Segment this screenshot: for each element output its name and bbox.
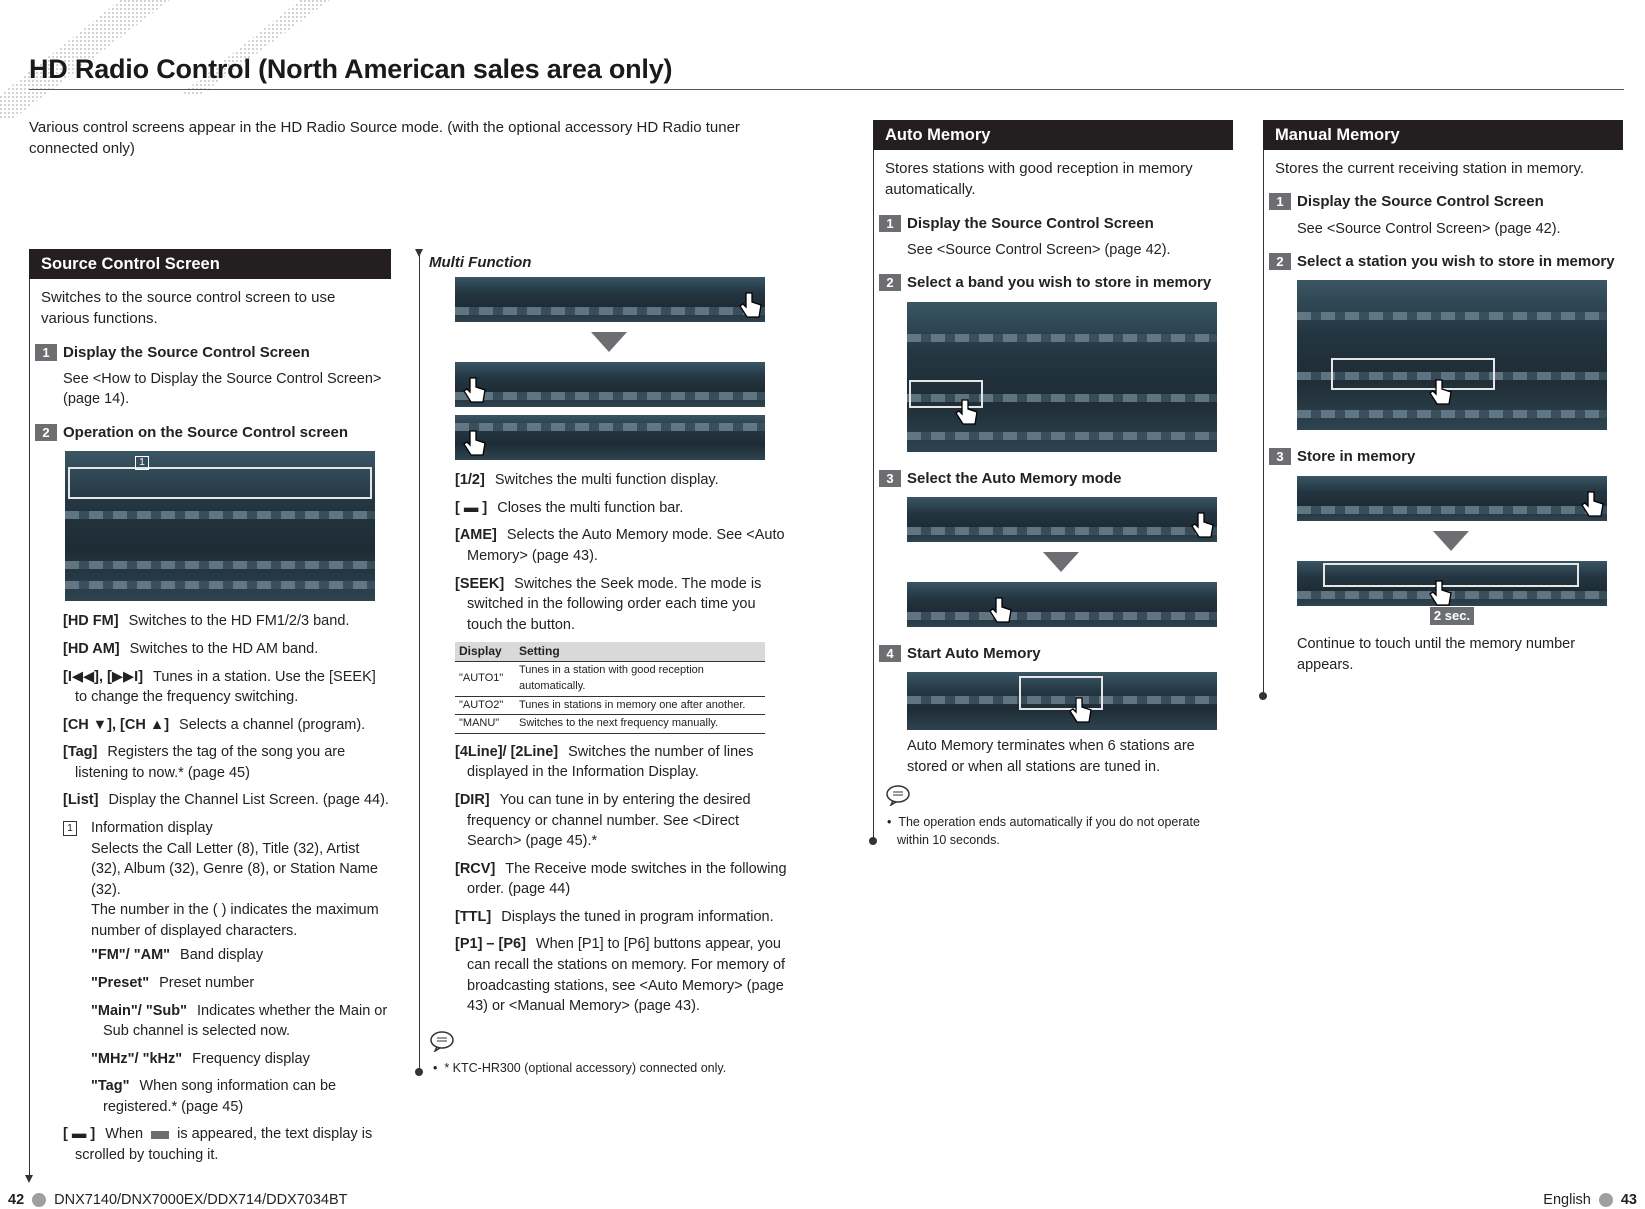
manual-memory-screenshot-store-1 xyxy=(1297,476,1607,521)
step-body: See <Source Control Screen> (page 42). xyxy=(907,241,1171,258)
footer-left xyxy=(8,1190,348,1209)
scroll-bar-icon xyxy=(151,1131,169,1139)
step-4 xyxy=(873,643,1233,664)
station-highlight xyxy=(1331,358,1495,390)
page-number-right: 43 xyxy=(1620,1192,1637,1208)
source-control-description: Switches to the source control screen to use various functions. xyxy=(41,289,336,328)
table-row: "MANU" Switches to the next frequency manually. xyxy=(455,715,765,734)
note-icon xyxy=(885,784,911,806)
def-preset: "Preset" Preset number xyxy=(91,975,255,992)
def-ttl: [TTL] Displays the tuned in program information. xyxy=(455,908,774,925)
auto-memory-section xyxy=(873,120,1233,850)
step-number: 1 xyxy=(1269,193,1291,210)
table-header: Display xyxy=(455,642,515,662)
column-guide-arrow xyxy=(25,1175,33,1183)
step-number: 2 xyxy=(1269,253,1291,270)
table-header: Setting xyxy=(515,642,765,662)
footer-dot-icon xyxy=(1599,1193,1613,1207)
flow-arrow-icon xyxy=(1043,552,1079,572)
step-title: Start Auto Memory xyxy=(907,645,1041,663)
manual-memory-description: Stores the current receiving station in memory. xyxy=(1275,160,1585,177)
step-3 xyxy=(1263,446,1623,467)
multi-function-screenshot-3 xyxy=(455,415,765,460)
source-control-screenshot xyxy=(65,451,375,601)
step-number: 3 xyxy=(1269,448,1291,465)
step-number: 4 xyxy=(879,645,901,662)
def-page-switch: [1/2] Switches the multi function display. xyxy=(455,472,719,489)
page-title: HD Radio Control (North American sales area only) xyxy=(29,54,673,84)
def-rcv: [RCV] The Receive mode switches in the following order. (page 44) xyxy=(455,860,787,898)
step-number: 2 xyxy=(35,424,57,441)
step-number: 3 xyxy=(879,470,901,487)
footer-dot-icon xyxy=(32,1193,46,1207)
step-title: Operation on the Source Control screen xyxy=(63,424,349,442)
def-dir: [DIR] You can tune in by entering the desired frequency or channel number. See <Direct Search> (page 45).* xyxy=(455,791,751,850)
step-title: Select a band you wish to store in memory xyxy=(907,274,1212,292)
auto-memory-screenshot-mode-1 xyxy=(907,497,1217,542)
info-display-text2: The number in the ( ) indicates the maximum number of displayed characters. xyxy=(91,902,379,939)
auto-memory-header: Auto Memory xyxy=(873,120,1233,150)
footer-language: English xyxy=(1543,1192,1591,1208)
source-control-section xyxy=(29,249,391,1173)
manual-memory-header: Manual Memory xyxy=(1263,120,1623,150)
step-title: Select a station you wish to store in memory xyxy=(1297,253,1615,271)
multi-function-screenshot-2 xyxy=(455,362,765,407)
multi-function-note: • * KTC-HR300 (optional accessory) connected only. xyxy=(433,1061,727,1076)
step-body: See <Source Control Screen> (page 42). xyxy=(1297,220,1561,237)
intro-text: Various control screens appear in the HD Radio Source mode. (with the optional accessory HD Radio tuner connected only) xyxy=(29,119,740,158)
step-2 xyxy=(29,422,391,443)
column-guide-end xyxy=(1259,692,1267,700)
auto-memory-screenshot-start xyxy=(907,672,1217,730)
step-body: Auto Memory terminates when 6 stations are stored or when all stations are tuned in. xyxy=(907,738,1195,775)
def-close-bar: [ ▬ ] Closes the multi function bar. xyxy=(455,499,684,516)
step-2 xyxy=(1263,251,1623,272)
touch-hand-icon xyxy=(1189,511,1215,541)
note-icon xyxy=(429,1030,455,1052)
title-rule xyxy=(29,89,1624,90)
step-1 xyxy=(29,342,391,363)
def-tag-indicator: "Tag" When song information can be registered.* (page 45) xyxy=(91,1078,337,1115)
def-presets: [P1] – [P6] When [P1] to [P6] buttons appear, you can recall the stations on memory. For memory of broadcasting stations, see <Auto Memory> (page 43) or <Manual Memory> (page 43). xyxy=(455,936,786,1015)
column-guide-end xyxy=(415,1068,423,1076)
def-fm-am: "FM"/ "AM" Band display xyxy=(91,947,264,964)
def-seek: [SEEK] Switches the Seek mode. The mode is switched in the following order each time you touch the button. xyxy=(455,575,762,633)
info-display-number: 1 xyxy=(63,821,77,836)
seek-mode-table xyxy=(455,642,765,733)
table-row: "AUTO1" Tunes in a station with good reception automatically. xyxy=(455,662,765,696)
touch-hand-icon xyxy=(461,376,487,406)
step-number: 1 xyxy=(35,344,57,361)
step-body: Continue to touch until the memory number appears. xyxy=(1297,636,1576,673)
def-line-count: [4Line]/ [2Line] Switches the number of lines displayed in the Information Display. xyxy=(455,743,754,781)
manual-memory-section xyxy=(1263,120,1623,676)
step-3 xyxy=(873,468,1233,489)
multi-function-screenshot-1 xyxy=(455,277,765,322)
touch-hand-icon xyxy=(1427,579,1453,606)
hold-duration-badge: 2 sec. xyxy=(1430,607,1474,625)
source-control-header: Source Control Screen xyxy=(29,249,391,279)
step-title: Store in memory xyxy=(1297,448,1416,466)
step-title: Display the Source Control Screen xyxy=(907,214,1154,232)
def-main-sub: "Main"/ "Sub" Indicates whether the Main or Sub channel is selected now. xyxy=(91,1002,388,1040)
page-number-left: 42 xyxy=(8,1192,25,1208)
callout-marker: 1 xyxy=(135,456,149,470)
info-display-block xyxy=(63,818,391,1125)
info-display-highlight xyxy=(68,467,372,499)
source-control-defs xyxy=(29,611,391,1165)
step-number: 1 xyxy=(879,215,901,232)
def-list: [List] Display the Channel List Screen. (page 44). xyxy=(63,792,389,809)
def-scroll: [ ▬ ] When is appeared, the text display is scrolled by touching it. xyxy=(63,1126,373,1164)
column-guide-line xyxy=(419,252,420,1072)
table-row: "AUTO2" Tunes in stations in memory one after another. xyxy=(455,696,765,715)
auto-memory-note: • The operation ends automatically if you do not operate within 10 seconds. xyxy=(887,815,1200,847)
touch-hand-icon xyxy=(1427,378,1453,408)
flow-arrow-icon xyxy=(1433,531,1469,551)
step-title: Select the Auto Memory mode xyxy=(907,469,1122,487)
auto-memory-screenshot-band xyxy=(907,302,1217,452)
model-names: DNX7140/DNX7000EX/DDX714/DDX7034BT xyxy=(54,1192,348,1208)
def-channel: [CH ▼], [CH ▲] Selects a channel (program). xyxy=(63,716,366,733)
multi-function-title: Multi Function xyxy=(429,254,532,271)
auto-memory-description: Stores stations with good reception in memory automatically. xyxy=(885,160,1193,199)
footer-right xyxy=(1543,1190,1637,1209)
step-body: See <How to Display the Source Control Screen> (page 14). xyxy=(63,370,382,408)
def-hd-am: [HD AM] Switches to the HD AM band. xyxy=(63,640,319,657)
step-title: Display the Source Control Screen xyxy=(1297,193,1544,211)
info-display-text1: Selects the Call Letter (8), Title (32), Artist (32), Album (32), Genre (8), or Station Name (32). xyxy=(91,840,378,898)
step-number: 2 xyxy=(879,274,901,291)
touch-hand-icon xyxy=(737,291,763,321)
touch-hand-icon xyxy=(461,429,487,459)
flow-arrow-icon xyxy=(591,332,627,352)
def-tune: [I◀◀], [▶▶I] Tunes in a station. Use the [SEEK] to change the frequency switching. xyxy=(63,668,376,706)
manual-memory-screenshot-station xyxy=(1297,280,1607,430)
step-1 xyxy=(873,213,1233,234)
touch-hand-icon xyxy=(987,596,1013,626)
info-display-label: Information display xyxy=(91,819,213,836)
touch-hand-icon xyxy=(953,398,979,428)
auto-memory-screenshot-mode-2 xyxy=(907,582,1217,627)
def-mhz-khz: "MHz"/ "kHz" Frequency display xyxy=(91,1050,310,1067)
def-tag: [Tag] Registers the tag of the song you are listening to now.* (page 45) xyxy=(63,744,346,781)
def-ame: [AME] Selects the Auto Memory mode. See <Auto Memory> (page 43). xyxy=(455,527,785,565)
step-2 xyxy=(873,272,1233,293)
touch-hand-icon xyxy=(1579,490,1605,520)
manual-memory-screenshot-store-2 xyxy=(1297,561,1607,606)
touch-hand-icon xyxy=(1067,696,1093,726)
multi-function-section xyxy=(429,252,789,1078)
step-1 xyxy=(1263,191,1623,212)
def-hd-fm: [HD FM] Switches to the HD FM1/2/3 band. xyxy=(63,613,350,630)
step-title: Display the Source Control Screen xyxy=(63,343,310,361)
